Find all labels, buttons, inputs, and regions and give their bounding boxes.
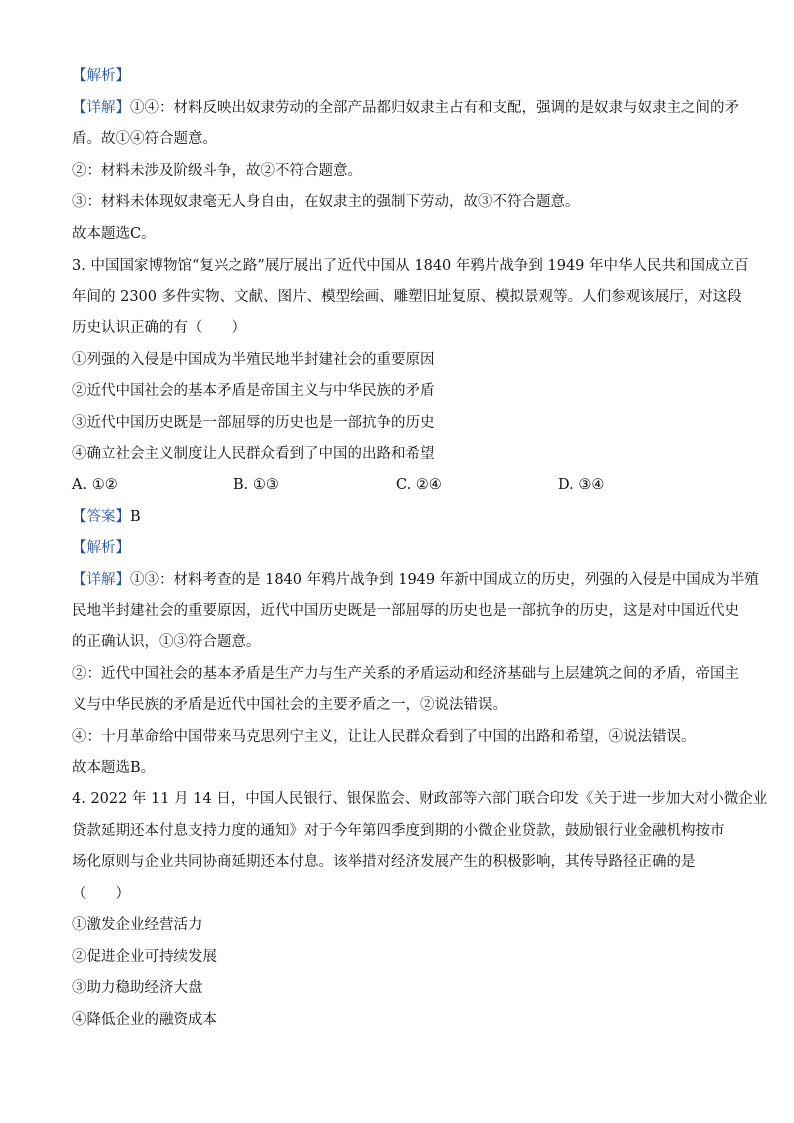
detail-text-q3-cont: 民地半封建社会的重要原因，近代中国历史既是一部屈辱的历史也是一部抗争的历史，这是对中国近代史 [72,603,739,619]
statement-2: ②近代中国社会的基本矛盾是帝国主义与中华民族的矛盾 [72,383,435,399]
question-3-stem: 3. 中国国家博物馆“复兴之路”展厅展出了近代中国从 1840 年鸦片战争到 1949 年中华人民共和国成立百 [72,258,749,274]
conclusion: 故本题选C。 [72,226,156,242]
option-d: D. ③④ [558,477,605,493]
statement-3-q4: ③助力稳助经济大盘 [72,980,203,996]
answer-bracket: （ ） [72,886,130,902]
point-2-q3: ②：近代中国社会的基本矛盾是生产力与生产关系的矛盾运动和经济基础与上层建筑之间的矛盾，帝国主 [72,666,739,682]
point-2-q3-cont: 义与中华民族的矛盾是近代中国社会的主要矛盾之一，②说法错误。 [72,697,507,713]
point-3: ③：材料未体现奴隶毫无人身自由，在奴隶主的强制下劳动，故③不符合题意。 [72,194,580,210]
question-3-stem-end: 历史认识正确的有（ ） [72,320,246,336]
detail-tag: 【详解】 [72,100,130,116]
detail-paragraph [72,98,739,118]
answer-line [72,507,141,527]
conclusion-q3: 故本题选B。 [72,760,156,776]
question-4-stem-cont: 贷款延期还本付息支持力度的通知》对于今年第四季度到期的小微企业贷款，鼓励银行业金融机构按市 [72,823,725,839]
statement-1: ①列强的入侵是中国成为半殖民地半封建社会的重要原因 [72,352,435,368]
detail-paragraph-q3 [72,570,759,590]
analysis-tag-q3: 【解析】 [72,540,130,556]
answer-tag: 【答案】 [72,509,130,525]
detail-text-q3: ①③：材料考查的是 1840 年鸦片战争到 1949 年新中国成立的历史，列强的入侵是中国成为半殖 [130,572,759,588]
answer-value: B [130,509,141,525]
question-3-stem-cont: 年间的 2300 多件实物、文献、图片、模型绘画、雕塑旧址复原、模拟景观等。人们参观该展厅，对这段 [72,289,742,305]
statement-4: ④确立社会主义制度让人民群众看到了中国的出路和希望 [72,446,435,462]
statement-2-q4: ②促进企业可持续发展 [72,949,217,965]
statement-4-q4: ④降低企业的融资成本 [72,1012,217,1028]
option-a: A. ①② [72,477,118,493]
question-4-stem-cont2: 场化原则与企业共同协商延期还本付息。该举措对经济发展产生的积极影响，其传导路径正确的是 [72,854,696,870]
detail-text-q3-end: 的正确认识，①③符合题意。 [72,634,261,650]
option-c: C. ②④ [396,477,442,493]
statement-3: ③近代中国历史既是一部屈辱的历史也是一部抗争的历史 [72,415,435,431]
question-4-stem: 4. 2022 年 11 月 14 日，中国人民银行、银保监会、财政部等六部门联合印发《关于进一步加大对小微企业 [72,791,768,807]
detail-text-cont: 盾。故①④符合题意。 [72,131,217,147]
analysis-tag: 【解析】 [72,68,130,84]
point-2: ②：材料未涉及阶级斗争，故②不符合题意。 [72,163,362,179]
detail-tag-q3: 【详解】 [72,572,130,588]
option-b: B. ①③ [233,477,279,493]
point-4-q3: ④：十月革命给中国带来马克思列宁主义，让让人民群众看到了中国的出路和希望，④说法错误。 [72,729,696,745]
detail-text: ①④：材料反映出奴隶劳动的全部产品都归奴隶主占有和支配，强调的是奴隶与奴隶主之间的矛 [130,100,739,116]
statement-1-q4: ①激发企业经营活力 [72,917,203,933]
